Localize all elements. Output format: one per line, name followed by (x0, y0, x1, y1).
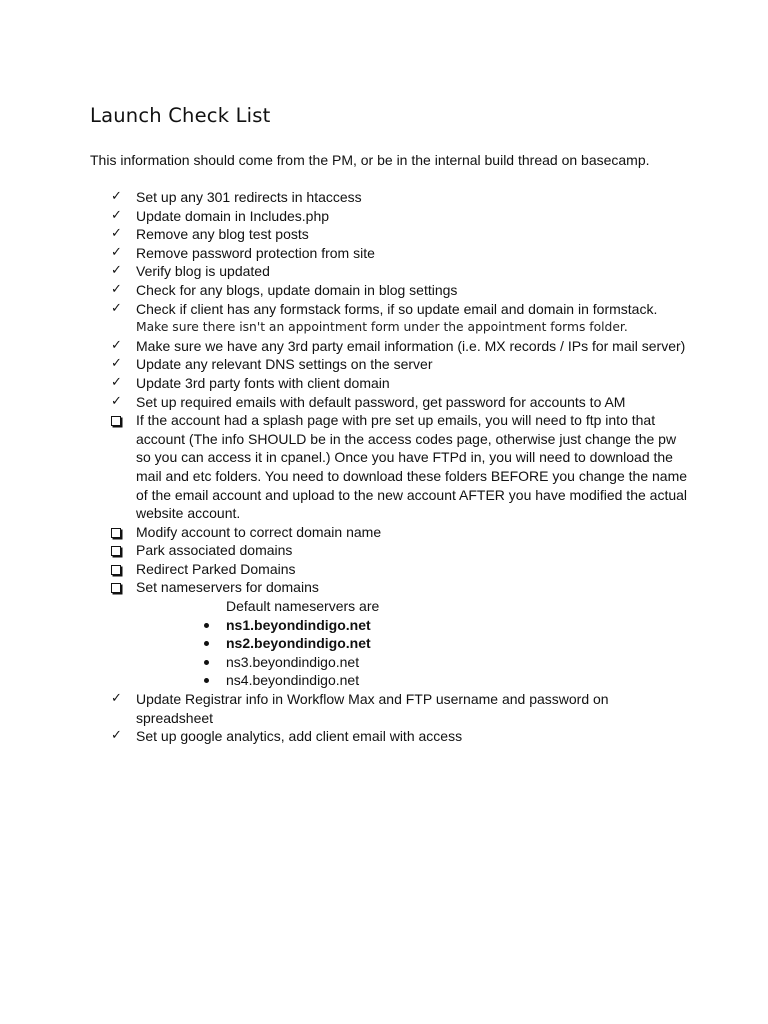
checkmark-icon: ✓ (111, 226, 122, 242)
nameserver-text: ns2.beyondindigo.net (226, 635, 371, 652)
checklist-item-text: Park associated domains (136, 542, 293, 559)
checklist-item (0, 374, 688, 393)
checklist-item (0, 523, 688, 542)
checkmark-icon: ✓ (111, 393, 122, 409)
checklist-item (0, 411, 688, 523)
checklist-item-text: Make sure we have any 3rd party email information (i.e. MX records / IPs for mail server) (136, 337, 686, 354)
checklist-item-text: Update domain in Includes.php (136, 207, 330, 224)
checkmark-icon: ✓ (111, 337, 122, 353)
checkmark-icon: ✓ (111, 691, 122, 707)
checkbox-icon (111, 546, 121, 556)
checklist-item-text: Check for any blogs, update domain in blog settings (136, 281, 458, 298)
bullet-icon (204, 623, 209, 628)
intro-paragraph: This information should come from the PM, or be in the internal build thread on basecamp. (90, 152, 650, 168)
checkmark-icon: ✓ (111, 263, 122, 279)
checkmark-icon: ✓ (111, 356, 122, 372)
checklist-item (0, 355, 688, 374)
nameserver-item (0, 671, 768, 690)
checkbox-icon (111, 565, 121, 575)
checklist-item-text: Modify account to correct domain name (136, 523, 382, 540)
nameserver-list (0, 616, 768, 690)
checkmark-icon: ✓ (111, 728, 122, 744)
checklist-item-text: Set nameservers for domains (136, 579, 319, 596)
nameservers-heading: Default nameservers are (226, 598, 380, 615)
nameserver-text: ns1.beyondindigo.net (226, 616, 371, 633)
checklist-item-text: Set up google analytics, add client email with access (136, 728, 463, 745)
nameserver-item (0, 616, 768, 635)
checklist-item-text: If the account had a splash page with pre set up emails, you will need to ftp into that account (The info SHOULD be in the access codes page, otherwise just change the pw so you can access it in cpanel.) Once you have FTPd in, you will need to download the mail and etc folders. You need to download these folders BEFORE you change the name of the email account and upload to the new account AFTER you have modified the actual website account. (136, 412, 688, 522)
nameserver-item (0, 634, 768, 653)
checklist-item (0, 727, 688, 746)
page-title: Launch Check List (90, 104, 271, 127)
bullet-icon (204, 641, 209, 646)
bullet-icon (204, 678, 209, 683)
checkmark-icon: ✓ (111, 374, 122, 390)
checkbox-icon (111, 528, 121, 538)
checklist-item (0, 578, 688, 597)
checklist-item (0, 207, 688, 226)
checkbox-icon (111, 416, 121, 426)
checklist-item-text: Update 3rd party fonts with client domain (136, 374, 390, 391)
checkmark-icon: ✓ (111, 207, 122, 223)
nameserver-text: ns3.beyondindigo.net (226, 653, 360, 670)
checklist-item-text: Set up any 301 redirects in htaccess (136, 189, 362, 205)
checklist-item-text: Redirect Parked Domains (136, 560, 296, 577)
checkmark-icon: ✓ (111, 189, 122, 204)
bullet-icon (204, 660, 209, 665)
checklist-item-note: Make sure there isn't an appointment form under the appointment forms folder. (136, 320, 628, 335)
checklist-item (0, 225, 688, 244)
checklist-item (0, 541, 688, 560)
checklist-item-text: Update Registrar info in Workflow Max and FTP username and password on spreadsheet (136, 691, 609, 726)
launch-checklist (0, 188, 768, 746)
checklist-item (0, 188, 688, 207)
checklist-item (0, 393, 688, 412)
checklist-item (0, 337, 688, 356)
checklist-item (0, 244, 688, 263)
checkmark-icon: ✓ (111, 244, 122, 260)
checklist-item (0, 690, 688, 727)
nameserver-item (0, 653, 768, 672)
nameserver-text: ns4.beyondindigo.net (226, 672, 360, 689)
checklist-item-text: Set up required emails with default password, get password for accounts to AM (136, 393, 626, 410)
checklist-item-text: Check if client has any formstack forms, if so update email and domain in formstack. (136, 300, 658, 317)
checkmark-icon: ✓ (111, 281, 122, 297)
nameserver-list-container (0, 616, 768, 690)
checklist-item-text: Verify blog is updated (136, 263, 270, 280)
checklist-item (0, 262, 688, 281)
checklist-item (0, 281, 688, 300)
checklist-item (0, 560, 688, 579)
checkmark-icon: ✓ (111, 300, 122, 316)
checklist-item (0, 300, 688, 337)
checklist-item-text: Remove password protection from site (136, 244, 375, 261)
checkbox-icon (111, 583, 121, 593)
checklist-item-text: Update any relevant DNS settings on the server (136, 356, 433, 373)
checklist-item-text: Remove any blog test posts (136, 226, 309, 243)
